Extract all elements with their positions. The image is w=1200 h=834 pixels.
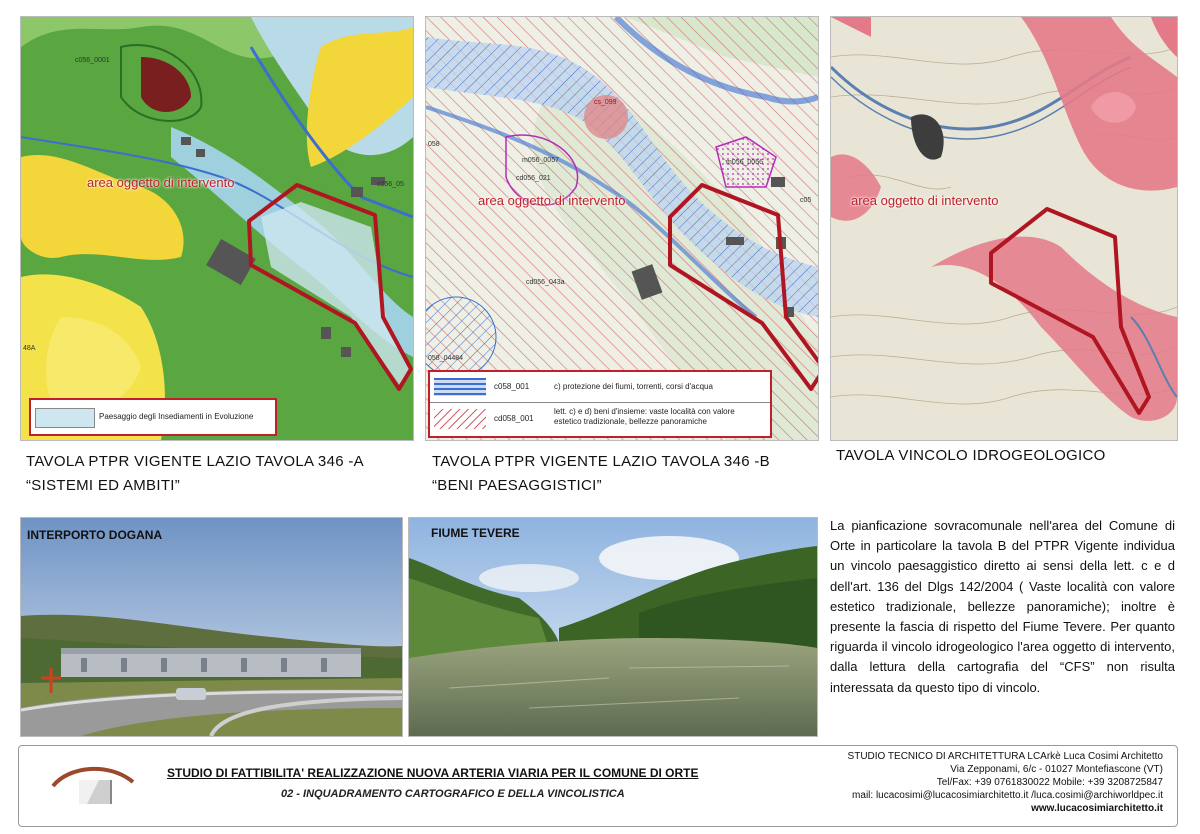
map2-code-5: cd056_043a (526, 279, 565, 286)
studio-phone: Tel/Fax: +39 0761830022 Mobile: +39 3208725847 (936, 777, 1163, 788)
studio-contacts (848, 750, 1163, 815)
map-sistemi-ambiti-drawing (21, 17, 413, 440)
map-beni-paesaggistici (425, 16, 819, 441)
map2-title (432, 450, 770, 498)
photo2-label: FIUME TEVERE (431, 526, 520, 540)
map2-code-7: 058 (428, 141, 440, 148)
legend-swatch (35, 408, 95, 428)
map-vincolo-idrogeologico (830, 16, 1178, 441)
photo2-drawing (409, 518, 817, 736)
map3-drawing (831, 17, 1177, 440)
legend-code-2: cd058_001 (494, 414, 534, 423)
photo1-label: INTERPORTO DOGANA (27, 528, 163, 542)
map2-legend (428, 370, 772, 438)
legend-label: Paesaggio degli Insediamenti in Evoluzione (99, 412, 254, 421)
footer-subtitle: 02 - INQUADRAMENTO CARTOGRAFICO E DELLA VINCOLISTICA (281, 788, 625, 800)
legend-row-1 (430, 372, 770, 403)
studio-logo-icon (49, 756, 139, 816)
description-paragraph: La pianficazione sovracomunale nell'area del Comune di Orte in particolare la tavola B del PTPR Vigente individua un vincolo paesaggistico diretto ai sensi della lett. c e d dell'art. 136 del Dlgs 142/2004 ( Vaste località con valore estetico tradizionale, bellezze panoramiche); inoltre è presente la fascia di rispetto del Fiume Tevere. Per quanto riguarda il vincolo idrogeologico l'area oggetto di intervento, dalla lettura della cartografia del “CFS” non risulta interessata da questo tipo di vincolo. (830, 518, 1175, 695)
photo-interporto-dogana (20, 517, 403, 737)
map2-code-6: 058_04484 (428, 355, 464, 362)
map2-code-2: m056_0057 (522, 157, 559, 164)
map2-code-8: c05 (800, 197, 812, 204)
map2-area-label: area oggetto di intervento (478, 193, 626, 208)
legend-label-1: c) protezione dei fiumi, torrenti, corsi d'acqua (554, 382, 713, 391)
legend-swatch-red (434, 409, 486, 429)
map1-title (26, 450, 364, 498)
legend-code-1: c058_001 (494, 382, 530, 391)
map2-title-line1: TAVOLA PTPR VIGENTE LAZIO TAVOLA 346 -B (432, 453, 770, 470)
map1-code-1: c056_0001 (75, 57, 110, 64)
map1-code-2: c056_05 (377, 181, 404, 188)
studio-address: Via Zepponami, 6/c - 01027 Montefiascone (VT) (950, 764, 1163, 775)
map3-title: TAVOLA VINCOLO IDROGEOLOGICO (836, 447, 1106, 464)
footer-box (18, 745, 1178, 827)
studio-mail: mail: lucacosimi@lucacosimiarchitetto.it /luca.cosimi@archiworldpec.it (852, 790, 1163, 801)
map1-code-3: 48A (23, 345, 36, 352)
legend-swatch-blue (434, 378, 486, 396)
map-sistemi-ambiti (20, 16, 414, 441)
photo1-drawing (21, 518, 402, 736)
studio-name: STUDIO TECNICO DI ARCHITETTURA LCArkè Luca Cosimi Architetto (847, 751, 1163, 762)
photo-fiume-tevere (408, 517, 818, 737)
map2-title-line2: “BENI PAESAGGISTICI” (432, 477, 602, 494)
studio-website: www.lucacosimiarchitetto.it (1031, 803, 1163, 814)
map3-area-label: area oggetto di intervento (851, 193, 999, 208)
footer-title: STUDIO DI FATTIBILITA' REALIZZAZIONE NUOVA ARTERIA VIARIA PER IL COMUNE DI ORTE (167, 766, 699, 780)
legend-row-2 (430, 403, 770, 434)
map1-area-label: area oggetto di intervento (87, 175, 235, 190)
map1-title-line2: “SISTEMI ED AMBITI” (26, 477, 181, 494)
map1-legend (29, 398, 277, 436)
map2-code-1: cs_099 (594, 99, 617, 106)
map2-code-3: cd056_021 (516, 175, 551, 182)
map2-code-4: m056_0056 (726, 159, 763, 166)
map1-title-line1: TAVOLA PTPR VIGENTE LAZIO TAVOLA 346 -A (26, 453, 364, 470)
legend-label-2: lett. c) e d) beni d'insieme: vaste località con valore estetico tradizionale, bellezze panoramiche (554, 407, 735, 426)
